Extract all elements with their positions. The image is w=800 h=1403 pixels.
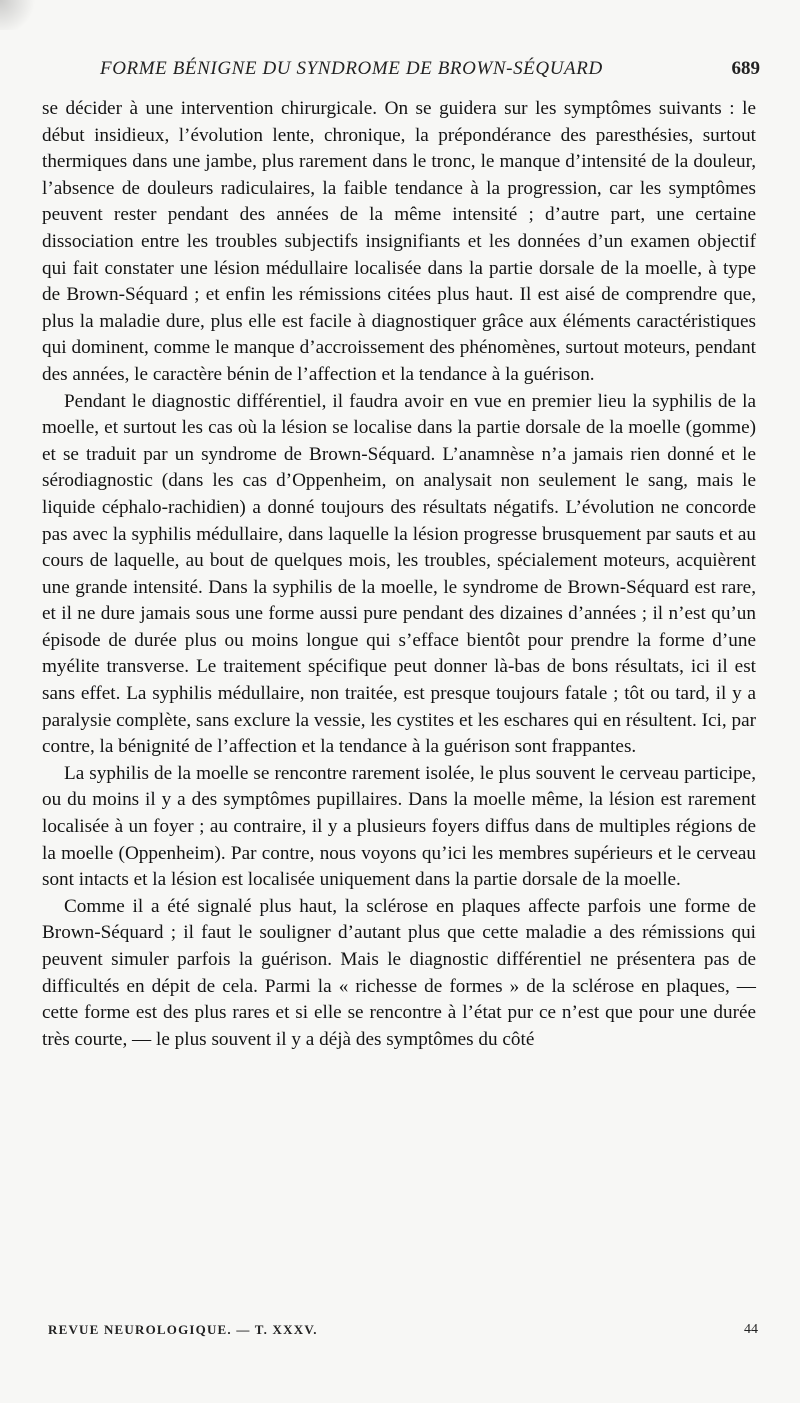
paragraph: se décider à une intervention chirurgicale. On se guidera sur les symptômes suivants : le début insidieux, l’évolution lente, chronique, la prépondérance des paresthésies, surtout thermiques dans une jambe, plus rarement dans le tronc, le manque d’intensité de la douleur, l’absence de douleurs radiculaires, la faible tendance à la progression, car les symptômes peuvent rester pendant des années de la même intensité ; d’autre part, une certaine dissociation entre les troubles subjectifs insignifiants et les données d’un examen objectif qui fait constater une lésion médullaire localisée dans la partie dorsale de la moelle, à type de Brown-Séquard ; et enfin les rémissions citées plus haut. Il est aisé de comprendre que, plus la maladie dure, plus elle est facile à diagnostiquer grâce aux éléments caractéristiques qui dominent, comme le manque d’accroissement des phénomènes, surtout moteurs, pendant des années, le caractère bénin de l’affection et la tendance à la guérison. [42, 98, 756, 385]
running-title: FORME BÉNIGNE DU SYNDROME DE BROWN-SÉQUARD [100, 58, 603, 79]
page-number: 689 [731, 58, 760, 79]
running-head [60, 58, 760, 88]
paragraph: Pendant le diagnostic différentiel, il faudra avoir en vue en premier lieu la syphilis de la moelle, et surtout les cas où la lésion se localise dans la partie dorsale de la moelle (gomme) et se traduit par un syndrome de Brown-Séquard. L’anamnèse n’a jamais rien donné et le sérodiagnostic (dans les cas d’Oppenheim, on analysait non seulement le sang, mais le liquide céphalo-rachidien) a donné toujours des résultats négatifs. L’évolution ne concorde pas avec la syphilis médullaire, dans laquelle la lésion progresse brusquement par sauts et au cours de laquelle, au bout de quelques mois, les troubles, spécialement moteurs, acquièrent une grande intensité. Dans la syphilis de la moelle, le syndrome de Brown-Séquard est rare, et il ne dure jamais sous une forme aussi pure pendant des dizaines d’années ; il n’est qu’un épisode de durée plus ou moins longue qui s’efface bientôt pour prendre la forme d’une myélite transverse. Le traitement spécifique peut donner là-bas de bons résultats, ici il est sans effet. La syphilis médullaire, non traitée, est presque toujours fatale ; tôt ou tard, il y a paralysie complète, sans exclure la vessie, les cystites et les eschares qui en résultent. Ici, par contre, la bénignité de l’affection et la tendance à la guérison sont frappantes. [42, 390, 756, 758]
paragraph: La syphilis de la moelle se rencontre rarement isolée, le plus souvent le cerveau participe, ou du moins il y a des symptômes pupillaires. Dans la moelle même, la lésion est rarement localisée à un foyer ; au contraire, il y a plusieurs foyers diffus dans de multiples régions de la moelle (Oppenheim). Par contre, nous voyons qu’ici les membres supérieurs et le cerveau sont intacts et la lésion est localisée uniquement dans la partie dorsale de la moelle. [42, 762, 756, 891]
paragraph: Comme il a été signalé plus haut, la sclérose en plaques affecte parfois une forme de Brown-Séquard ; il faut le souligner d’autant plus que cette maladie a des rémissions qui peuvent simuler parfois la guérison. Mais le diagnostic différentiel ne présentera pas de difficultés en dépit de cela. Parmi la « richesse de formes » de la sclérose en plaques, — cette forme est des plus rares et si elle se rencontre à l’état pur ce n’est que pour une durée très courte, — le plus souvent il y a déjà des symptômes du côté [42, 895, 756, 1050]
scan-smudge [0, 0, 40, 30]
article-body [42, 96, 756, 1053]
signature-mark: 44 [744, 1322, 758, 1337]
page-footer [48, 1322, 758, 1346]
journal-reference: REVUE NEUROLOGIQUE. — T. XXXV. [48, 1322, 318, 1337]
